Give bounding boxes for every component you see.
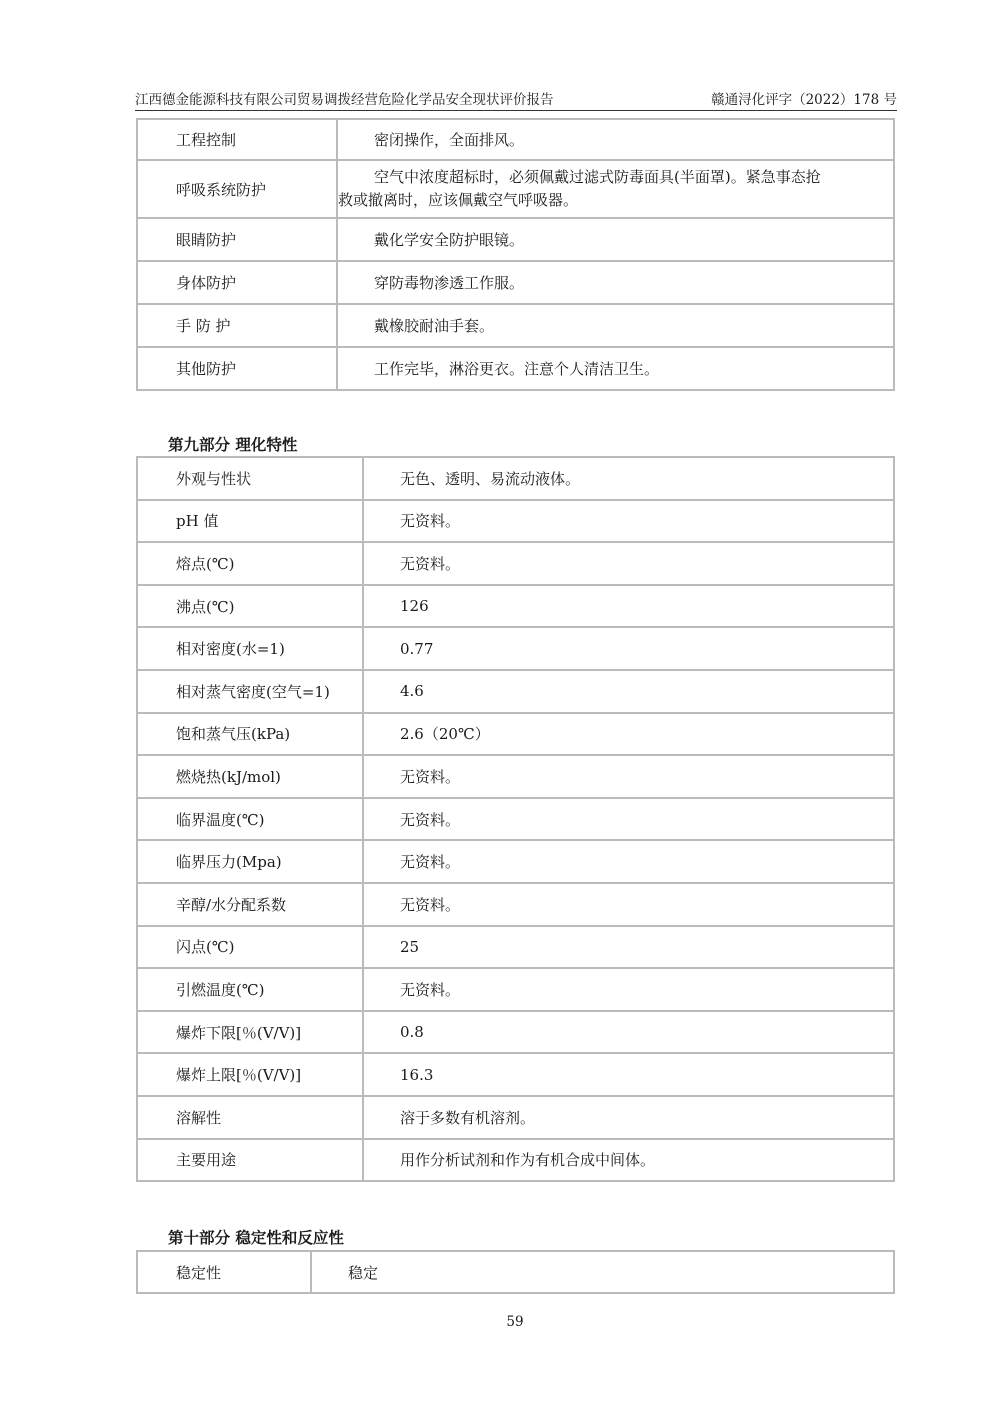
row-value: 16.3 xyxy=(363,1053,894,1096)
row-label: 相对密度(水=1) xyxy=(137,627,363,670)
row-value: 工作完毕，淋浴更衣。注意个人清洁卫生。 xyxy=(337,347,894,390)
table-row xyxy=(137,347,894,390)
table-row xyxy=(137,1251,894,1293)
row-label: 身体防护 xyxy=(137,261,337,304)
row-value: 无资料。 xyxy=(363,883,894,926)
table-row xyxy=(137,218,894,261)
table-row xyxy=(137,926,894,969)
row-value: 无资料。 xyxy=(363,968,894,1011)
header-report-number: 赣通浔化评字（2022）178 号 xyxy=(711,92,897,108)
row-value: 无资料。 xyxy=(363,542,894,585)
row-value: 戴化学安全防护眼镜。 xyxy=(337,218,894,261)
row-label: pH 值 xyxy=(137,500,363,543)
table-row xyxy=(137,304,894,347)
table-row xyxy=(137,713,894,756)
table-row xyxy=(137,1053,894,1096)
page-header xyxy=(135,88,897,111)
row-value: 用作分析试剂和作为有机合成中间体。 xyxy=(363,1139,894,1182)
row-value: 2.6（20℃） xyxy=(363,713,894,756)
section-title: 第十部分 稳定性和反应性 xyxy=(168,1229,344,1247)
row-value: 溶于多数有机溶剂。 xyxy=(363,1096,894,1139)
row-label: 工程控制 xyxy=(137,119,337,160)
row-label: 引燃温度(℃) xyxy=(137,968,363,1011)
row-label: 爆炸下限[％(V/V)] xyxy=(137,1011,363,1054)
row-value: 穿防毒物渗透工作服。 xyxy=(337,261,894,304)
table-row xyxy=(137,755,894,798)
row-label: 燃烧热(kJ/mol) xyxy=(137,755,363,798)
row-label: 熔点(℃) xyxy=(137,542,363,585)
row-value: 126 xyxy=(363,585,894,628)
row-value xyxy=(337,160,894,218)
table-row xyxy=(137,119,894,160)
row-value: 无资料。 xyxy=(363,500,894,543)
row-value: 戴橡胶耐油手套。 xyxy=(337,304,894,347)
row-value: 0.8 xyxy=(363,1011,894,1054)
row-value-line: 空气中浓度超标时，必须佩戴过滤式防毒面具(半面罩)。紧急事态抢 xyxy=(374,168,821,186)
row-label: 外观与性状 xyxy=(137,457,363,500)
table-row xyxy=(137,1096,894,1139)
row-value: 25 xyxy=(363,926,894,969)
row-value: 无资料。 xyxy=(363,755,894,798)
table-row xyxy=(137,627,894,670)
table-row xyxy=(137,840,894,883)
row-label: 相对蒸气密度(空气=1) xyxy=(137,670,363,713)
row-value: 稳定 xyxy=(311,1251,894,1293)
row-label: 饱和蒸气压(kPa) xyxy=(137,713,363,756)
row-label: 主要用途 xyxy=(137,1139,363,1182)
row-label: 爆炸上限[％(V/V)] xyxy=(137,1053,363,1096)
row-value: 4.6 xyxy=(363,670,894,713)
row-value: 无资料。 xyxy=(363,798,894,841)
row-value: 无色、透明、易流动液体。 xyxy=(363,457,894,500)
protection-table xyxy=(136,118,895,391)
page-number: 59 xyxy=(506,1314,524,1330)
table-row xyxy=(137,542,894,585)
table-row xyxy=(137,670,894,713)
table-row xyxy=(137,968,894,1011)
row-label: 溶解性 xyxy=(137,1096,363,1139)
header-report-title: 江西德金能源科技有限公司贸易调拨经营危险化学品安全现状评价报告 xyxy=(135,92,554,108)
row-label: 临界压力(Mpa) xyxy=(137,840,363,883)
table-row xyxy=(137,1139,894,1182)
row-label: 临界温度(℃) xyxy=(137,798,363,841)
section-title: 第九部分 理化特性 xyxy=(168,436,298,454)
row-value-line: 救或撤离时，应该佩戴空气呼吸器。 xyxy=(338,191,579,209)
properties-table xyxy=(136,456,895,1182)
table-row xyxy=(137,160,894,218)
row-label: 手 防 护 xyxy=(137,304,337,347)
row-value: 0.77 xyxy=(363,627,894,670)
row-value: 密闭操作，全面排风。 xyxy=(337,119,894,160)
table-row xyxy=(137,1011,894,1054)
stability-table xyxy=(136,1250,895,1294)
table-row xyxy=(137,883,894,926)
row-label: 其他防护 xyxy=(137,347,337,390)
row-label: 辛醇/水分配系数 xyxy=(137,883,363,926)
table-row xyxy=(137,798,894,841)
row-value: 无资料。 xyxy=(363,840,894,883)
table-row xyxy=(137,457,894,500)
table-row xyxy=(137,500,894,543)
row-label: 眼睛防护 xyxy=(137,218,337,261)
row-label: 稳定性 xyxy=(137,1251,311,1293)
row-label: 闪点(℃) xyxy=(137,926,363,969)
row-label: 呼吸系统防护 xyxy=(137,160,337,218)
table-row xyxy=(137,261,894,304)
table-row xyxy=(137,585,894,628)
row-label: 沸点(℃) xyxy=(137,585,363,628)
